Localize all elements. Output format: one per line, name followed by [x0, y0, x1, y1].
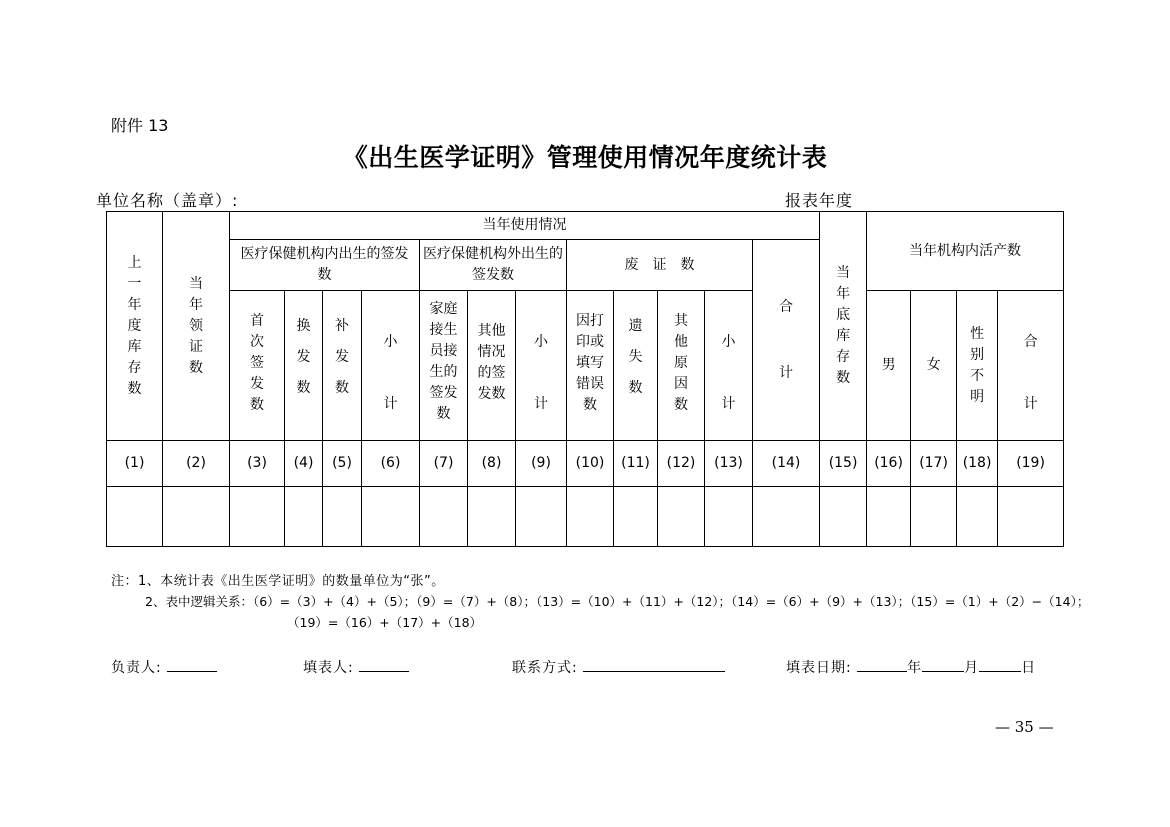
col-number: (10) — [567, 441, 614, 487]
header-other-reason: 其他原因数 — [658, 291, 705, 441]
page-number: — 35 — — [995, 718, 1054, 736]
header-void: 废 证 数 — [567, 240, 753, 291]
entry-cell[interactable] — [614, 487, 658, 547]
header-total-19: 合计 — [998, 291, 1064, 441]
responsible-blank[interactable] — [167, 658, 217, 672]
entry-cell[interactable] — [323, 487, 362, 547]
note-3: （19）=（16）+（17）+（18） — [287, 615, 483, 630]
entry-cell[interactable] — [567, 487, 614, 547]
statistics-table — [106, 211, 1064, 547]
column-number-row — [107, 441, 1064, 487]
header-live-births: 当年机构内活产数 — [867, 212, 1064, 291]
col-number: (6) — [362, 441, 420, 487]
entry-cell[interactable] — [107, 487, 163, 547]
contact-info: 联系方式: — [512, 657, 725, 677]
note-2: 2、表中逻辑关系：（6）=（3）+（4）+（5）；（9）=（7）+（8）；（13）=（10）+（11）+（12）；（14）=（6）+（9）+（13）；（15）=（1）+（2）−（14）； — [145, 594, 1090, 609]
entry-cell[interactable] — [911, 487, 957, 547]
entry-cell[interactable] — [163, 487, 230, 547]
col-number: (18) — [957, 441, 998, 487]
entry-cell[interactable] — [998, 487, 1064, 547]
header-other-case: 其他情况的签发数 — [468, 291, 516, 441]
header-first-issue: 首次签发数 — [230, 291, 285, 441]
fill-date: 填表日期: 年 月 日 — [786, 660, 1037, 676]
data-entry-row — [107, 487, 1064, 547]
report-year-label: 报表年度 — [785, 191, 854, 210]
header-end-stock: 当年底库存数 — [820, 212, 867, 441]
note-1: 注：1、本统计表《出生医学证明》的数量单位为“张”。 — [111, 574, 445, 589]
col-number: (12) — [658, 441, 705, 487]
col-number: (5) — [323, 441, 362, 487]
header-replace: 换发数 — [285, 291, 323, 441]
header-family-birth: 家庭接生员接生的签发数 — [420, 291, 468, 441]
entry-cell[interactable] — [867, 487, 911, 547]
entry-cell[interactable] — [957, 487, 998, 547]
entry-cell[interactable] — [753, 487, 820, 547]
form-filler: 填表人: — [303, 657, 409, 677]
col-number: (9) — [516, 441, 567, 487]
header-subtotal-2: 小计 — [516, 291, 567, 441]
attachment-label: 附件 13 — [111, 116, 169, 135]
day-blank[interactable] — [979, 658, 1021, 672]
filler-blank[interactable] — [359, 658, 409, 672]
header-prev-stock: 上一年度库存数 — [107, 212, 163, 441]
header-subtotal-1: 小计 — [362, 291, 420, 441]
header-unknown-sex: 性别不明 — [957, 291, 998, 441]
col-number: (8) — [468, 441, 516, 487]
entry-cell[interactable] — [468, 487, 516, 547]
header-reissue: 补发数 — [323, 291, 362, 441]
header-lost: 遗失数 — [614, 291, 658, 441]
col-number: (1) — [107, 441, 163, 487]
header-out-institution: 医疗保健机构外出生的签发数 — [420, 240, 567, 291]
contact-blank[interactable] — [583, 658, 725, 672]
col-number: (7) — [420, 441, 468, 487]
header-received: 当年领证数 — [163, 212, 230, 441]
entry-cell[interactable] — [230, 487, 285, 547]
year-blank[interactable] — [857, 658, 907, 672]
entry-cell[interactable] — [285, 487, 323, 547]
header-total-14: 合计 — [753, 240, 820, 441]
col-number: (2) — [163, 441, 230, 487]
col-number: (4) — [285, 441, 323, 487]
entry-cell[interactable] — [420, 487, 468, 547]
entry-cell[interactable] — [516, 487, 567, 547]
header-usage: 当年使用情况 — [230, 212, 820, 240]
header-in-institution: 医疗保健机构内出生的签发数 — [230, 240, 420, 291]
unit-name-label: 单位名称（盖章）: — [96, 191, 239, 210]
col-number: (11) — [614, 441, 658, 487]
col-number: (15) — [820, 441, 867, 487]
col-number: (13) — [705, 441, 753, 487]
entry-cell[interactable] — [658, 487, 705, 547]
month-blank[interactable] — [922, 658, 964, 672]
col-number: (16) — [867, 441, 911, 487]
form-title: 《出生医学证明》管理使用情况年度统计表 — [342, 143, 828, 172]
entry-cell[interactable] — [362, 487, 420, 547]
col-number: (3) — [230, 441, 285, 487]
col-number: (19) — [998, 441, 1064, 487]
header-female: 女 — [911, 291, 957, 441]
responsible-person: 负责人: — [111, 657, 217, 677]
header-male: 男 — [867, 291, 911, 441]
col-number: (14) — [753, 441, 820, 487]
col-number: (17) — [911, 441, 957, 487]
entry-cell[interactable] — [705, 487, 753, 547]
header-subtotal-3: 小计 — [705, 291, 753, 441]
header-print-error: 因打印或填写错误数 — [567, 291, 614, 441]
entry-cell[interactable] — [820, 487, 867, 547]
